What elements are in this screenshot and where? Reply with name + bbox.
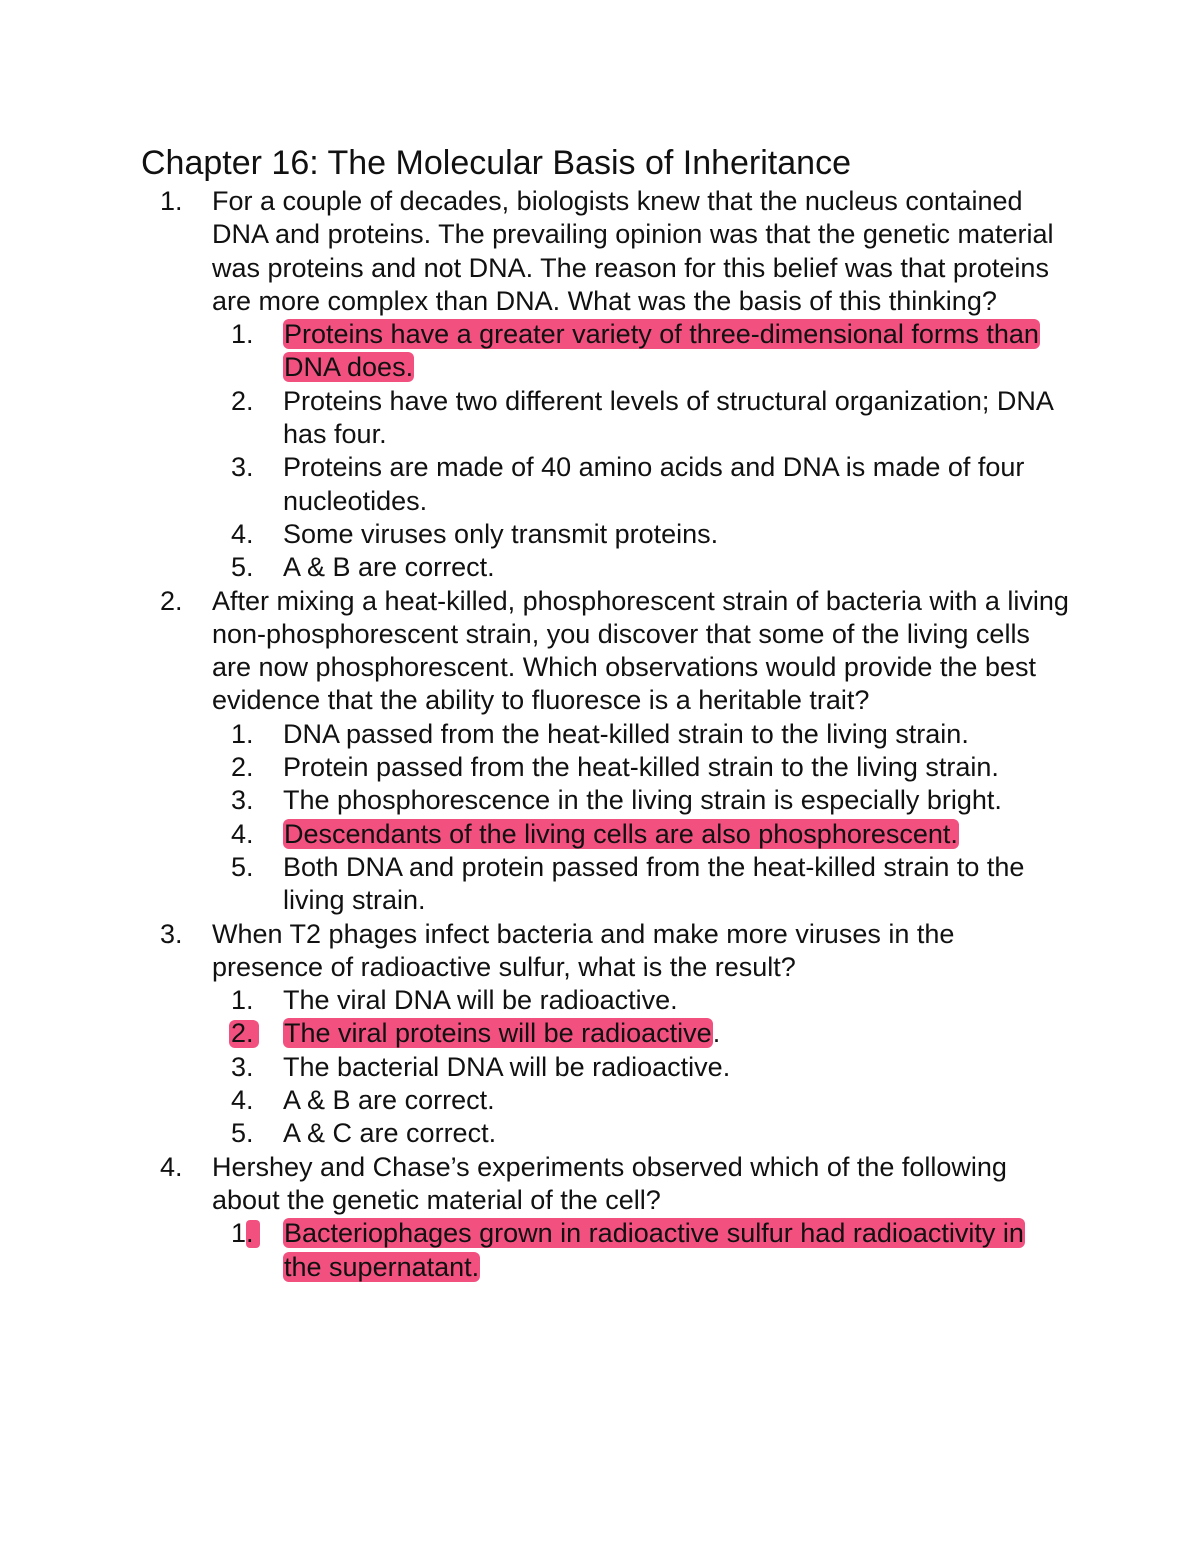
option-number: 5.	[231, 851, 254, 882]
answer-highlight: The viral proteins will be radioactive	[284, 1018, 712, 1049]
option-number: 1.	[231, 1218, 254, 1249]
option-list	[0, 984, 1200, 1150]
option-list	[0, 318, 1200, 584]
answer-option	[0, 1051, 1200, 1084]
option-text: DNA passed from the heat-killed strain to the living strain.	[283, 718, 969, 749]
question-2	[0, 585, 1200, 918]
answer-option	[0, 385, 1200, 452]
option-number: 5.	[231, 552, 254, 583]
answer-option	[0, 1117, 1200, 1150]
answer-option	[0, 818, 1200, 851]
option-number: 1.	[231, 319, 254, 350]
option-number: 1.	[231, 985, 254, 1016]
question-4	[0, 1151, 1200, 1284]
option-text: The viral DNA will be radioactive.	[283, 985, 678, 1016]
question-text: When T2 phages infect bacteria and make more viruses in the presence of radioactive sulfur, what is the result?	[212, 918, 955, 982]
highlighted-answer	[283, 318, 1063, 385]
option-number: 4.	[231, 818, 254, 849]
option-number: 3.	[231, 452, 254, 483]
answer-option	[0, 318, 1200, 385]
answer-highlight: Descendants of the living cells are also phosphorescent.	[284, 818, 958, 849]
highlighted-answer	[283, 818, 1063, 851]
option-text: A & B are correct.	[283, 552, 495, 583]
answer-option	[0, 451, 1200, 518]
answer-option	[0, 1084, 1200, 1117]
highlighted-answer	[283, 1217, 1063, 1284]
option-number: 3.	[231, 1051, 254, 1082]
question-3	[0, 918, 1200, 1151]
option-text: A & C are correct.	[283, 1118, 497, 1149]
option-text: The bacterial DNA will be radioactive.	[283, 1051, 731, 1082]
answer-option	[0, 1017, 1200, 1050]
question-1	[0, 185, 1200, 585]
option-text: The phosphorescence in the living strain is especially bright.	[283, 785, 1002, 816]
highlighted-answer	[283, 1017, 1063, 1050]
question-number: 3.	[160, 918, 183, 949]
option-text: Both DNA and protein passed from the heat-killed strain to the living strain.	[283, 851, 1025, 916]
answer-option	[0, 751, 1200, 784]
option-number: 5.	[231, 1118, 254, 1149]
answer-highlight: Proteins have a greater variety of three-dimensional forms than DNA does.	[284, 319, 1039, 383]
question-number: 1.	[160, 186, 183, 216]
question-list	[0, 185, 1200, 1284]
option-list	[0, 1217, 1200, 1284]
trailing-text: .	[712, 1018, 721, 1049]
option-number: 4.	[231, 1085, 254, 1116]
question-number: 4.	[160, 1151, 183, 1182]
option-number: 2.	[231, 1018, 254, 1049]
answer-option	[0, 851, 1200, 918]
answer-option	[0, 984, 1200, 1017]
question-text: For a couple of decades, biologists knew that the nucleus contained DNA and proteins. The prevailing opinion was that the genetic material was proteins and not DNA. The reason for this belief was that proteins are more complex than DNA. What was the basis of this thinking?	[212, 186, 1054, 316]
option-text: Proteins are made of 40 amino acids and DNA is made of four nucleotides.	[283, 452, 1025, 516]
question-text: Hershey and Chase’s experiments observed which of the following about the genetic material of the cell?	[212, 1151, 1007, 1215]
answer-option	[0, 718, 1200, 751]
answer-option	[0, 1217, 1200, 1284]
answer-option	[0, 518, 1200, 551]
answer-highlight: Bacteriophages grown in radioactive sulfur had radioactivity in the supernatant.	[284, 1218, 1024, 1282]
page-title: Chapter 16: The Molecular Basis of Inheritance	[141, 144, 851, 182]
option-number: 3.	[231, 785, 254, 816]
question-text: After mixing a heat-killed, phosphorescent strain of bacteria with a living non-phosphorescent strain, you discover that some of the living cells are now phosphorescent. Which observations would provide the best evidence that the ability to fluoresce is a heritable trait?	[212, 585, 1069, 716]
option-list	[0, 718, 1200, 918]
option-number: 2.	[231, 752, 254, 783]
option-text: Some viruses only transmit proteins.	[283, 518, 719, 549]
option-text: Proteins have two different levels of structural organization; DNA has four.	[283, 385, 1053, 450]
option-number: 2.	[231, 385, 254, 416]
answer-option	[0, 784, 1200, 817]
option-number: 1.	[231, 718, 254, 749]
answer-option	[0, 551, 1200, 584]
option-text: A & B are correct.	[283, 1085, 495, 1116]
option-text: Protein passed from the heat-killed strain to the living strain.	[283, 752, 999, 783]
option-number: 4.	[231, 518, 254, 549]
question-number: 2.	[160, 585, 183, 616]
